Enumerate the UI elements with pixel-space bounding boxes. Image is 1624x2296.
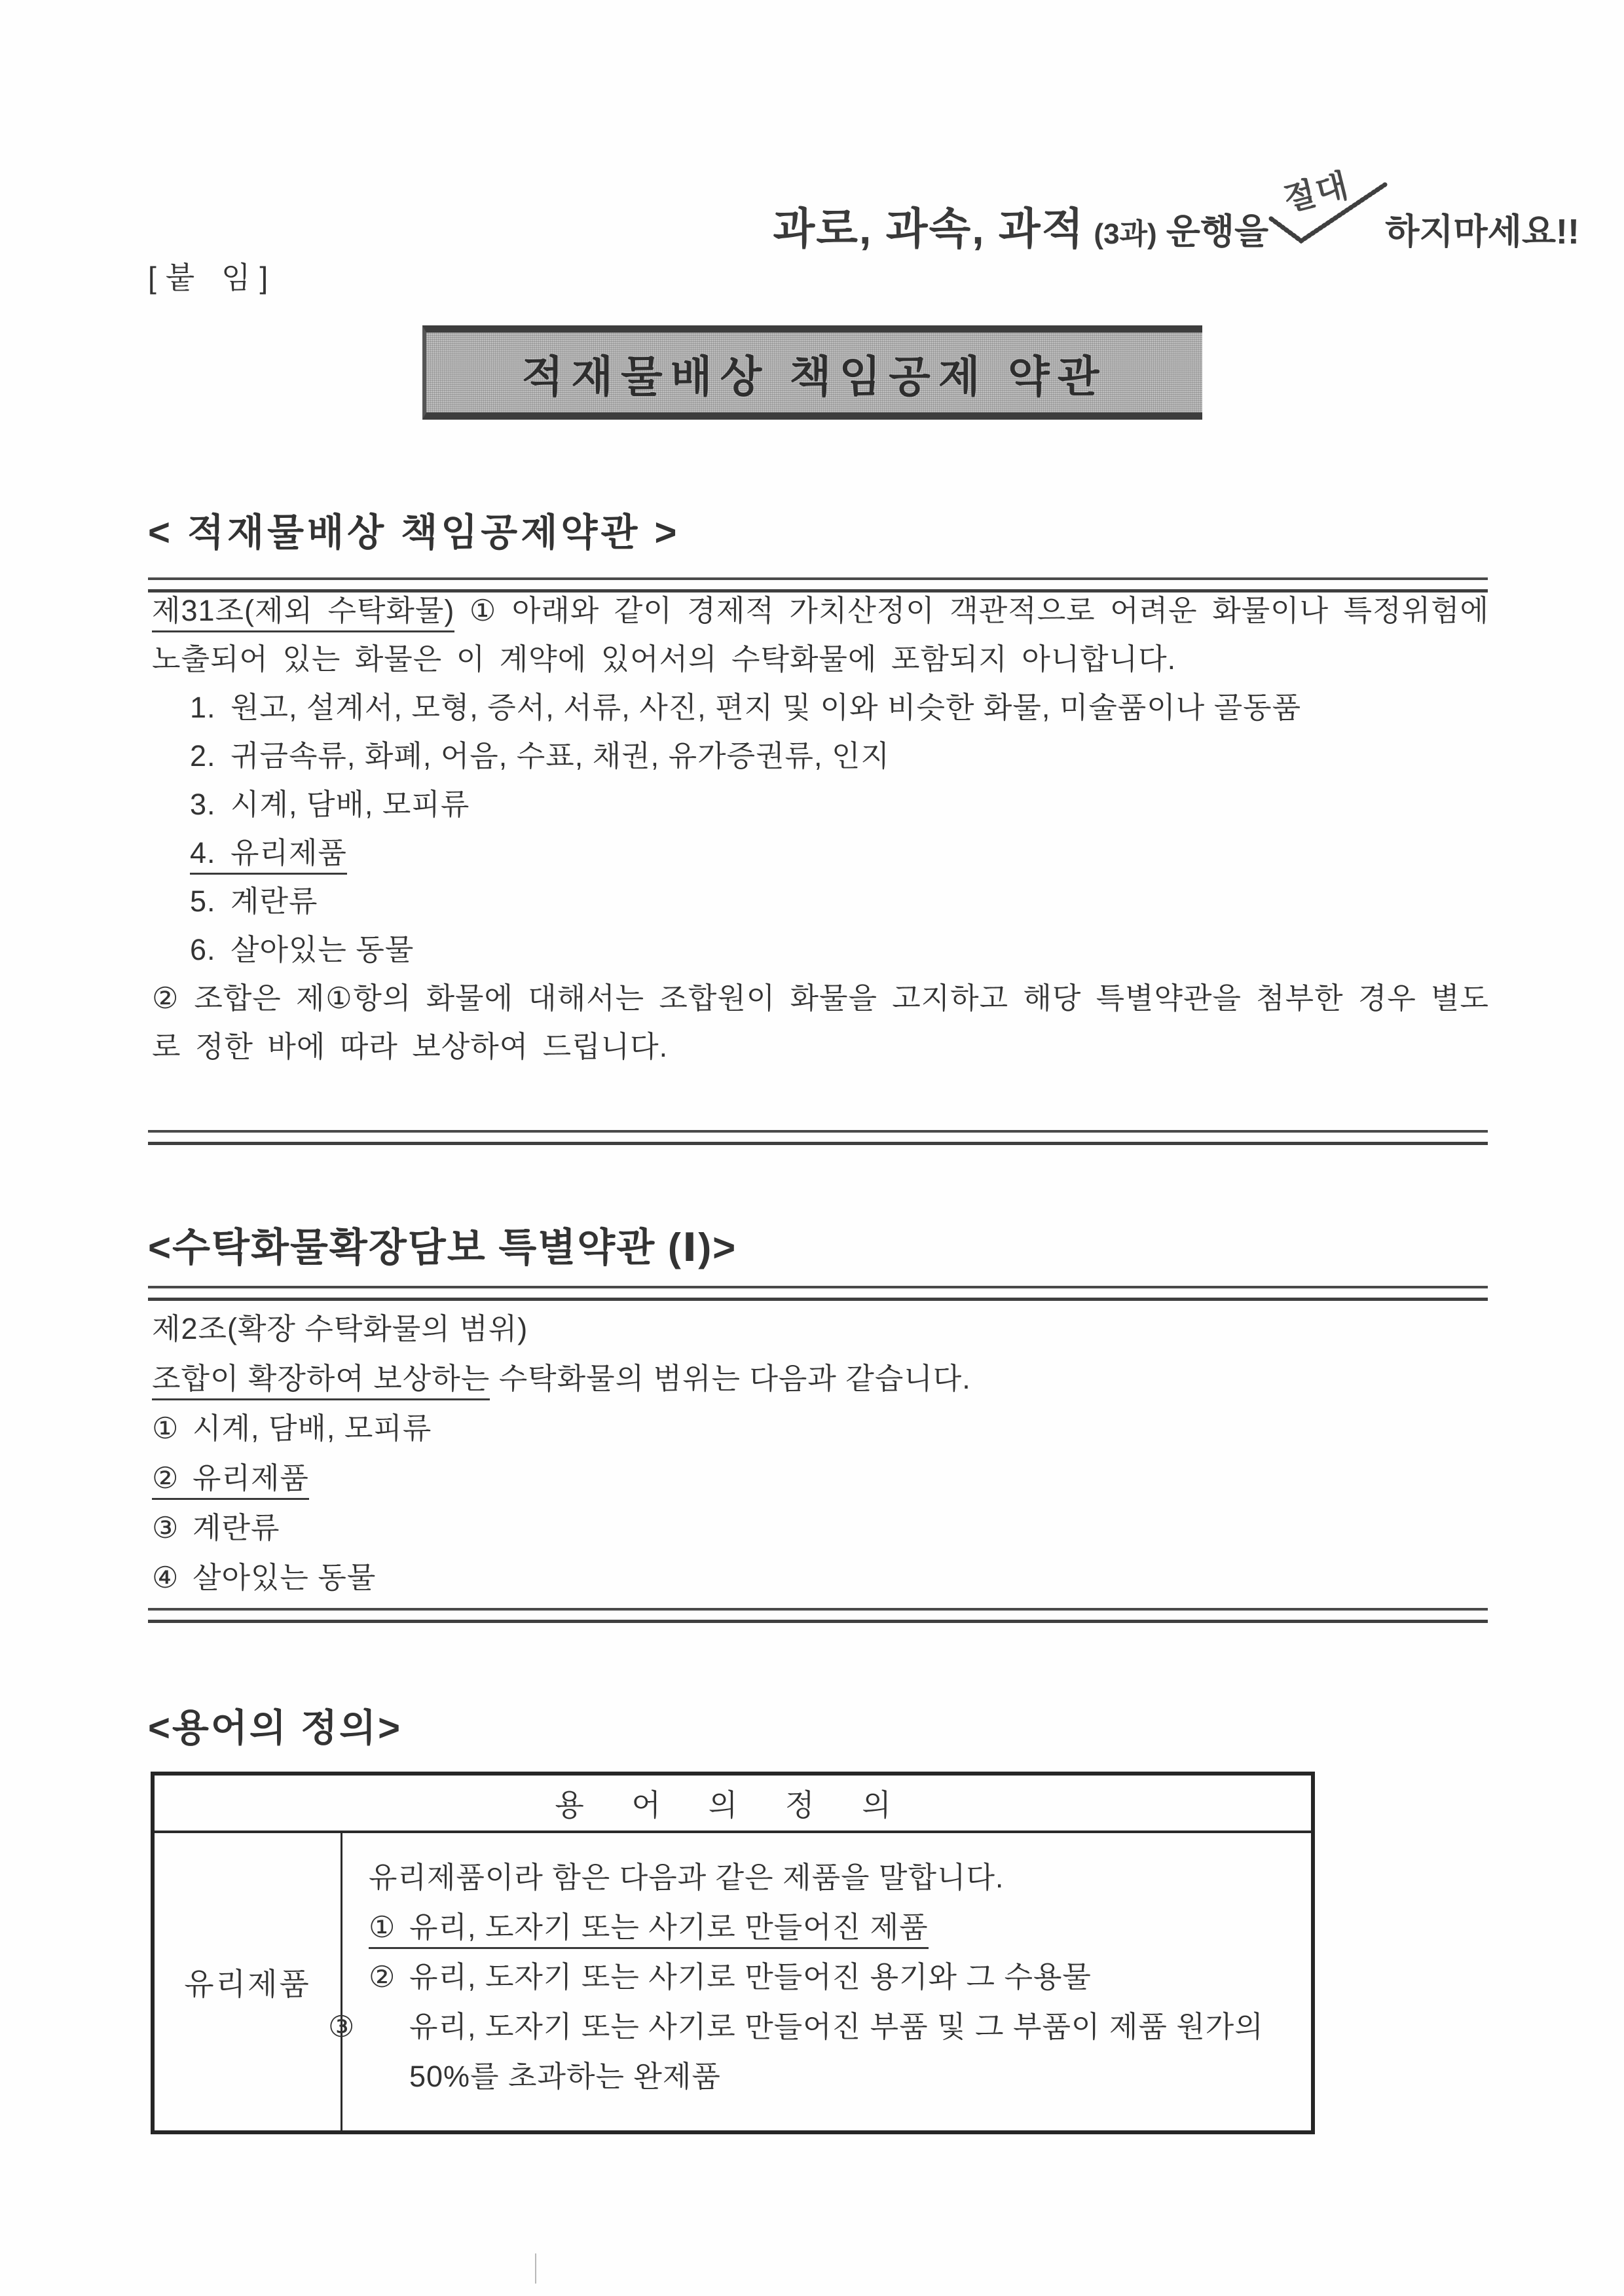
item-text: 살아있는 동물 [231, 933, 415, 966]
item-text: 계란류 [231, 884, 318, 918]
definition-item [328, 2002, 1294, 2102]
item-marker: 4. [190, 836, 216, 869]
article31-paragraph [152, 587, 1489, 683]
term-cell: 유리제품 [155, 1833, 342, 2130]
item-marker: 1. [190, 691, 216, 724]
item-text: 유리, 도자기 또는 사기로 만들어진 용기와 그 수용물 [409, 1960, 1092, 1994]
section2-heading: <수탁화물확장담보 특별약관 (Ⅰ)> [148, 1226, 737, 1269]
definition-item [369, 1903, 1294, 1952]
item-marker: 3. [190, 788, 216, 821]
section3-heading: <용어의 정의> [148, 1707, 402, 1749]
list-item [190, 829, 1489, 877]
article2-intro-rest: 수탁화물의 범위는 다음과 같습니다. [490, 1362, 971, 1395]
list-item [190, 877, 1489, 926]
article31-clause2: ② 조합은 제①항의 화물에 대해서는 조합원이 화물을 고지하고 해당 특별약관을 첨부한 경우 별도로 정한 바에 따라 보상하여 드립니다. [152, 981, 1489, 1063]
list-item [190, 780, 1489, 829]
article2-intro-underlined: 조합이 확장하여 보상하는 [152, 1362, 490, 1400]
table-header: 용 어 의 정 의 [155, 1776, 1311, 1833]
scan-artifact [535, 2253, 536, 2284]
list-item [190, 683, 1489, 732]
item-text: 살아있는 동물 [193, 1561, 377, 1594]
item-text: 유리, 도자기 또는 사기로 만들어진 부품 및 그 부품이 제품 원가의 50%를 초과하는 완제품 [409, 2010, 1264, 2093]
article2-intro [152, 1354, 1489, 1404]
slogan-main: 과로, 과속, 과적 [773, 204, 1085, 253]
definition-item [369, 1952, 1294, 2002]
attachment-label: [붙 임] [148, 261, 278, 295]
list-item [152, 1553, 1489, 1603]
item-marker: ① [152, 1412, 179, 1445]
definition-table [151, 1772, 1315, 2134]
divider-rule [148, 1286, 1488, 1301]
divider-rule [148, 1608, 1488, 1623]
title-banner [422, 325, 1202, 420]
section1-heading: < 적재물배상 책임공제약관 > [148, 511, 680, 554]
item-marker: ④ [152, 1561, 179, 1594]
item-text: 유리제품 [193, 1461, 309, 1495]
slogan-tail: 하지마세요!! [1385, 212, 1579, 251]
section2-body [152, 1304, 1489, 1603]
item-marker: ② [152, 1461, 179, 1495]
item-marker: 6. [190, 933, 216, 966]
list-item [152, 1404, 1489, 1453]
item-text: 유리제품 [231, 836, 347, 869]
slogan-verb: 운행을 [1166, 212, 1269, 251]
item-marker: ③ [152, 1511, 179, 1544]
divider-rule [148, 1130, 1488, 1145]
item-text: 귀금속류, 화폐, 어음, 수표, 채권, 유가증권류, 인지 [231, 739, 890, 773]
slogan-paren: (3과) [1094, 218, 1157, 250]
item-text: 유리, 도자기 또는 사기로 만들어진 제품 [409, 1910, 929, 1944]
table-row [155, 1833, 1311, 2130]
item-marker: 5. [190, 884, 216, 918]
section1-body [152, 587, 1489, 1071]
slogan-emphasis-wrap [1278, 166, 1376, 244]
definition-intro: 유리제품이라 함은 다음과 같은 제품을 말합니다. [369, 1861, 1005, 1894]
list-item [152, 1453, 1489, 1503]
article31-text: ① 아래와 같이 경제적 가치산정이 객관적으로 어려운 화물이나 특정위험에 노출되어 있는 화물은 이 계약에 있어서의 수탁화물에 포함되지 아니합니다. [152, 594, 1489, 676]
page-title: 적재물배상 책임공제 약관 [521, 352, 1107, 401]
definition-cell [328, 1833, 1311, 2130]
article2-title: 제2조(확장 수탁화물의 범위) [152, 1312, 528, 1345]
item-text: 원고, 설계서, 모형, 증서, 서류, 사진, 편지 및 이와 비슷한 화물, 미술품이나 골동품 [231, 691, 1302, 724]
item-marker: ③ [328, 2010, 356, 2043]
item-text: 시계, 담배, 모피류 [231, 788, 470, 821]
slogan-emphasis: 절대 [1280, 166, 1354, 219]
excluded-cargo-list [190, 683, 1489, 974]
safety-slogan [773, 166, 1579, 256]
item-marker: ② [369, 1960, 396, 1994]
item-marker: ① [369, 1910, 396, 1944]
list-item [190, 926, 1489, 974]
list-item [152, 1503, 1489, 1553]
item-text: 시계, 담배, 모피류 [193, 1412, 432, 1445]
list-item [190, 732, 1489, 780]
item-marker: 2. [190, 739, 216, 773]
article31-title: 제31조(제외 수탁화물) [152, 594, 454, 632]
item-text: 계란류 [193, 1511, 280, 1544]
